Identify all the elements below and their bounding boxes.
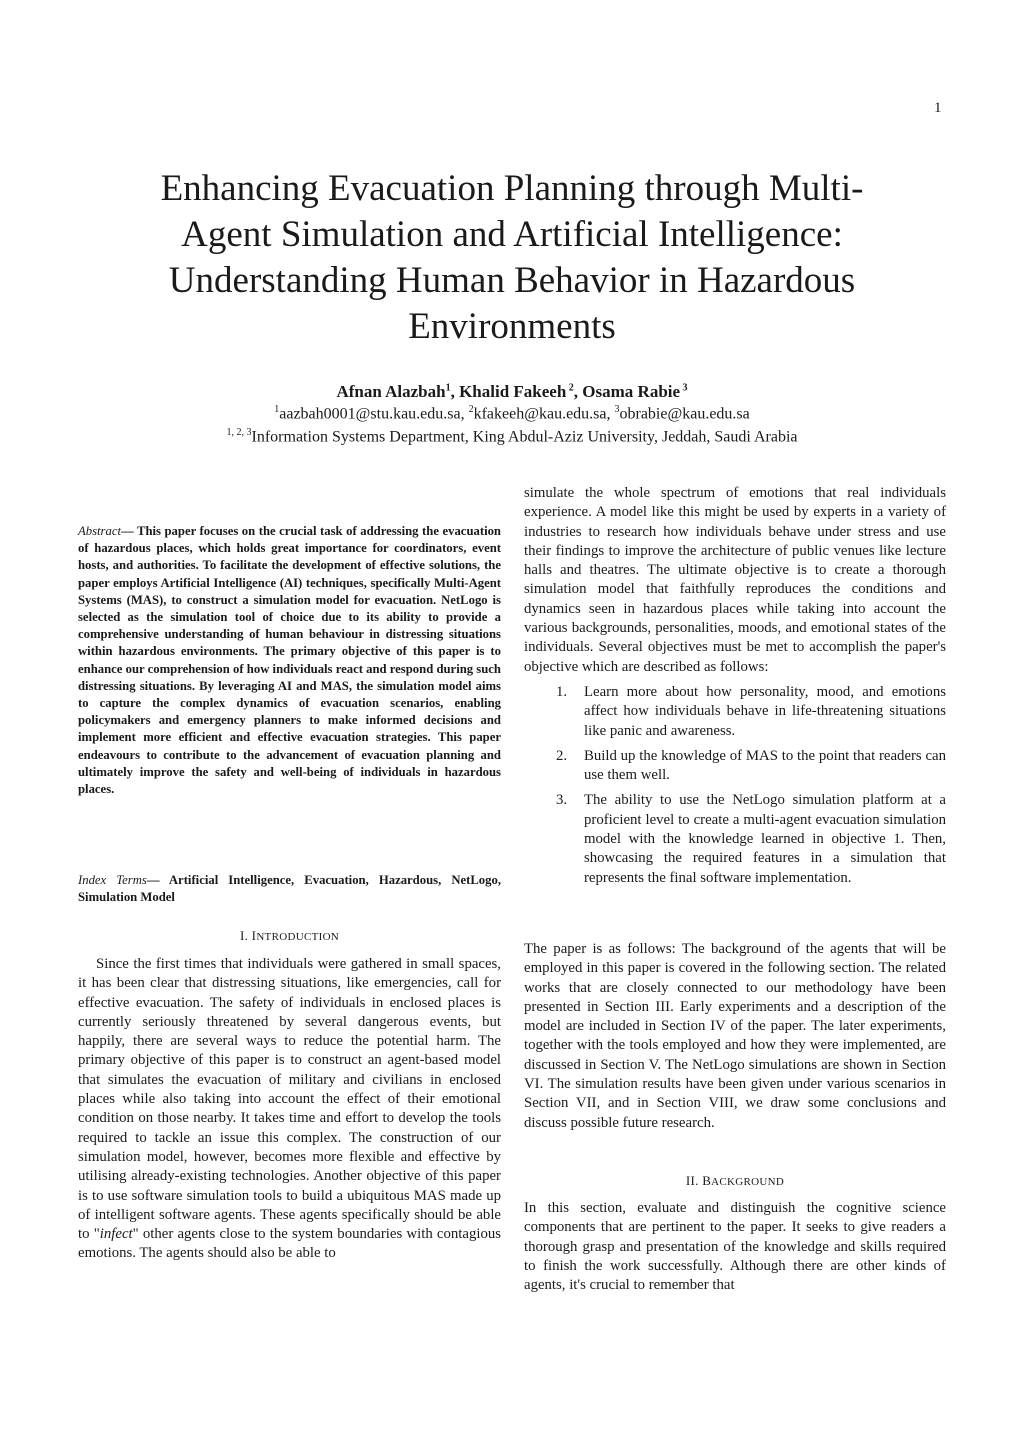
author-separator: , [450,382,460,401]
author-name: Khalid Fakeeh [459,382,567,401]
email: obrabie@kau.edu.sa [619,405,750,423]
list-number: 1. [556,683,568,700]
paragraph-text: Since the first times that individuals were gathered in small spaces, it has been clear that distressing situations, like emergencies, call for effective evacuation. The safety of individuals in enclosed places is currently seriously threatened by several dangerous events, but happily, there are several ways to reduce the potential harm. The primary objective of this paper is to construct an agent-based model that simulates the evacuation of military and civilians in enclosed places while also taking into account the effect of their emotional condition on those nearby. It takes time and effort to develop the tools required to tackle an issue this complex. The construction of our simulation model, however, becomes more flexible and effective by utilising already-existing technologies. Another objective of this paper is to use software simulation tools to build a ubiquitous MAS made up of intelligent software agents. These agents specifically should be able to " [78,956,501,1243]
title-line-3: Understanding Human Behavior in Hazardous [168,260,856,301]
paragraph [78,955,501,1264]
author-list [90,382,934,402]
author-separator: , [573,382,583,401]
section-heading-cap: I [251,928,257,943]
section-heading-cap: B [702,1173,712,1188]
author-sup: 2 [566,382,574,394]
author-sup: 1 [445,382,451,394]
paragraph-text: " other agents close to the system boundaries with contagious emotions. The agents should also be able to [78,1226,502,1262]
paper-structure-paragraph [524,940,946,1133]
index-terms-text: — Artificial Intelligence, Evacuation, Hazardous, NetLogo, Simulation Model [78,873,502,905]
paper-title [90,166,934,350]
list-number: 2. [556,747,568,764]
email-sup: 3 [614,404,620,415]
email-sup: 1 [274,404,280,415]
index-terms [78,872,501,906]
page-number: 1 [934,100,942,116]
paragraph: simulate the whole spectrum of emotions that real individuals experience. A model like this might be used by experts in a variety of industries to research how individuals behave under stress and use their findings to improve the architecture of public venues like lecture halls and theatres. The ultimate objective is to create a thorough simulation model that faithfully reproduces the conditions and dynamics seen in hazardous places while taking into account the various backgrounds, personalities, moods, and emotional states of the individuals. Several objectives must be met to accomplish the paper's objective which are described as follows: [524,485,946,675]
background-body [524,1199,946,1295]
section-number: II. [685,1173,703,1188]
list-item [524,791,946,887]
title-line-4: Environments [408,306,616,347]
abstract [78,523,501,798]
author-emails [90,404,934,423]
email-sup: 2 [468,404,474,415]
author-name: Afnan Alazbah [336,382,446,401]
list-item-text: The ability to use the NetLogo simulation platform at a proficient level to create a multi-agent evacuation simulation model with the knowledge learned in objective 1. Then, showcasing the required features in a simulation that represents the final software implementation. [584,792,946,886]
section-heading-introduction [78,928,501,944]
objectives-list [524,683,946,888]
list-item [524,747,946,786]
list-item [524,683,946,741]
right-column-intro [524,484,946,894]
affiliation [90,427,934,446]
affiliation-text: Information Systems Department, King Abdul-Aziz University, Jeddah, Saudi Arabia [251,428,798,446]
section-number: I. [239,928,252,943]
affiliation-sup: 1, 2, 3 [226,427,252,438]
title-line-2: Agent Simulation and Artificial Intelligence: [181,214,843,255]
introduction-body [78,955,501,1264]
list-item-text: Build up the knowledge of MAS to the point that readers can use them well. [584,747,946,784]
paragraph: In this section, evaluate and distinguish the cognitive science components that are pertinent to the paper. It seeks to give readers a thorough grasp and presentation of the knowledge and skills required to finish the work successfully. Although there are other kinds of agents, it's crucial to remember that [524,1200,946,1294]
paragraph: The paper is as follows: The background of the agents that will be employed in this paper is covered in the following section. The related works that are closely connected to our methodology have been presented in Section III. Early experiments and a description of the model are included in Section IV of the paper. The later experiments, together with the tools employed and how they were implemented, are discussed in Section V. The NetLogo simulations are shown in Section VI. The simulation results have been given under various scenarios in Section VII, and in Section VIII, we draw some conclusions and discuss possible future research. [524,941,946,1131]
abstract-label: Abstract [78,524,121,538]
email: aazbah0001@stu.kau.edu.sa, [279,405,469,423]
abstract-text: — This paper focuses on the crucial task of addressing the evacuation of hazardous places, which holds great importance for coordinators, event hosts, and authorities. To facilitate the development of effective solutions, the paper employs Artificial Intelligence (AI) techniques, specifically Multi-Agent Systems (MAS), to construct a simulation model for evacuation. NetLogo is selected as the simulation tool of choice due to its ability to provide a comprehensive understanding of human behaviour in distressing situations within hazardous environments. The primary objective of this paper is to enhance our comprehension of how individuals react and respond during such distressing situations. By leveraging AI and MAS, the simulation model aims to capture the complex dynamics of evacuation scenarios, enabling policymakers and emergency planners to make informed decisions and implement more efficient and effective evacuation strategies. This paper endeavours to contribute to the advancement of evacuation planning and ultimately improve the safety and well-being of individuals in hazardous places. [78,524,501,797]
author-sup: 3 [680,382,688,394]
list-number: 3. [556,792,568,809]
list-item-text: Learn more about how personality, mood, and emotions affect how individuals behave in life-threatening situations like panic and awareness. [584,683,946,739]
title-line-1: Enhancing Evacuation Planning through Multi- [160,168,864,209]
section-heading-rest: ACKGROUND [711,1176,785,1188]
email: kfakeeh@kau.edu.sa, [473,405,615,423]
section-heading-rest: NTRODUCTION [256,931,340,943]
author-name: Osama Rabie [582,382,681,401]
emphasis-text: infect [99,1226,133,1243]
index-terms-label: Index Terms [78,873,147,887]
section-heading-background [524,1173,946,1189]
